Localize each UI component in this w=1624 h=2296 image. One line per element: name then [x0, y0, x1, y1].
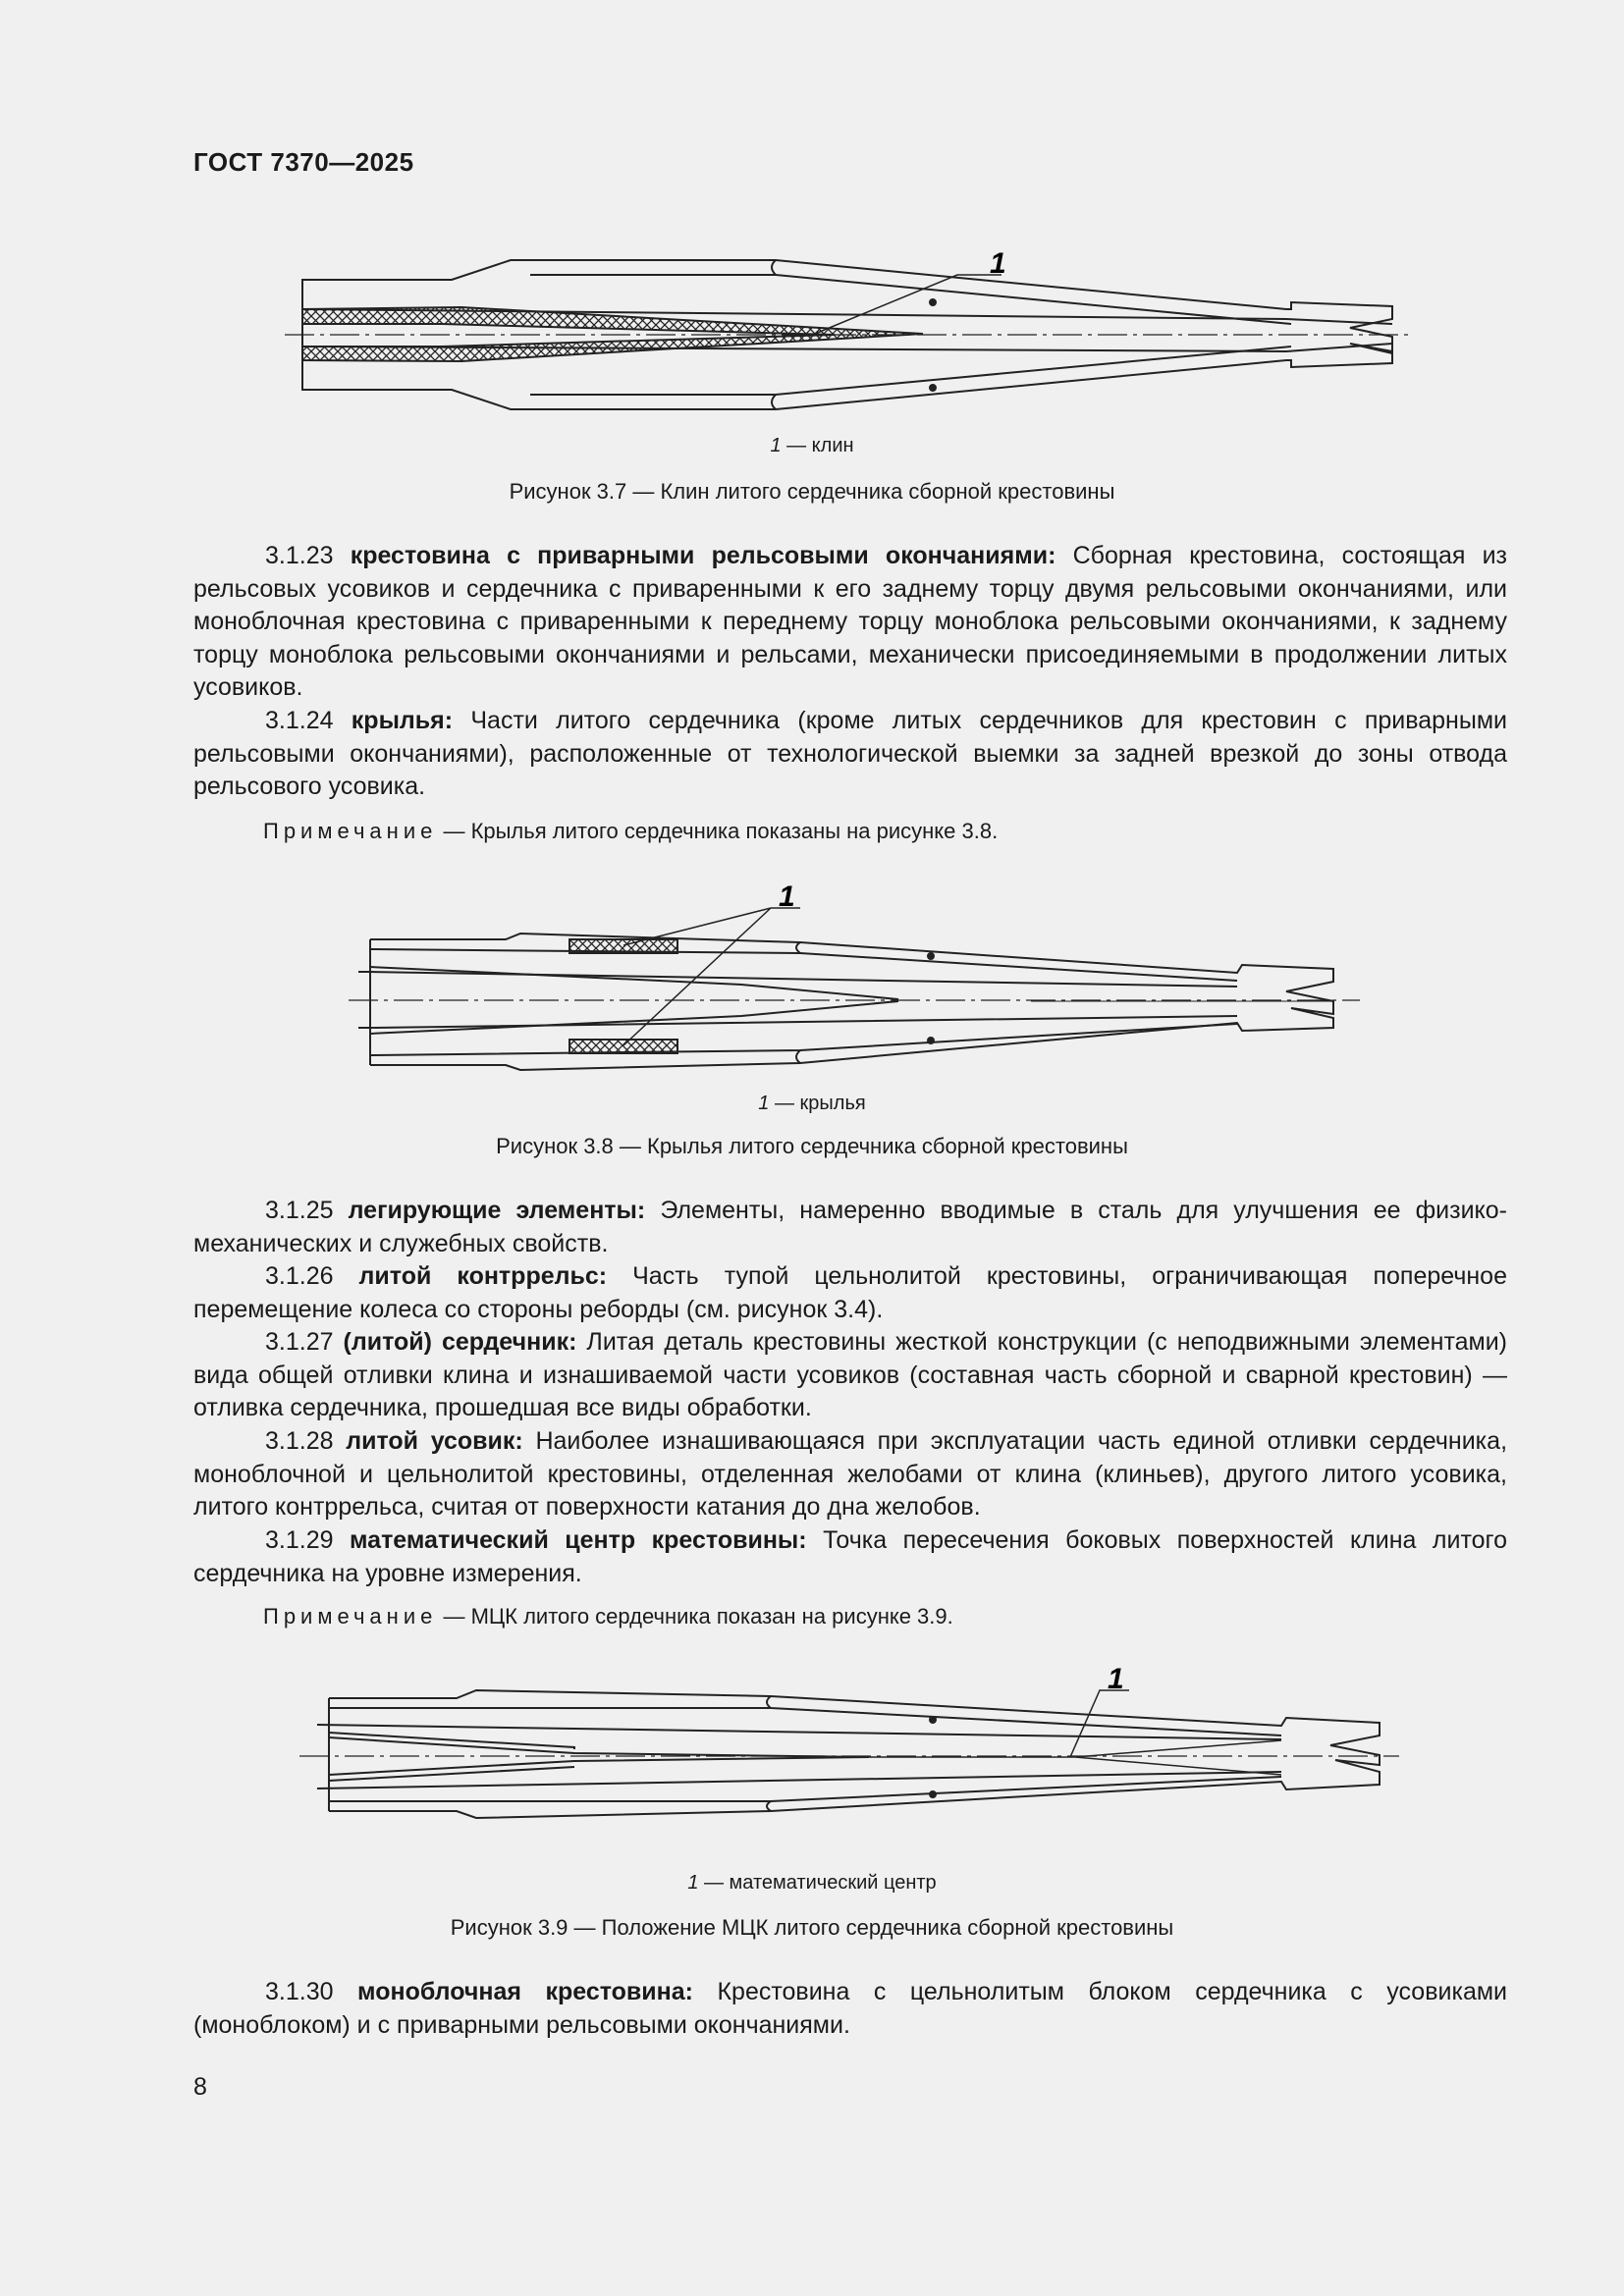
- definition-3-1-29: 3.1.29 математический центр крестовины: Точка пересечения боковых поверхностей клина литого сердечника на уровне измерения.: [193, 1526, 1507, 1587]
- figure-3-8-drawing: [349, 869, 1380, 1075]
- figure-3-7-callout: 1: [990, 247, 1006, 280]
- figure-3-8-caption: Рисунок 3.8 — Крылья литого сердечника сборной крестовины: [496, 1134, 1128, 1158]
- definition-3-1-27: 3.1.27 (литой) сердечник: Литая деталь крестовины жесткой конструкции (с неподвижными элементами) вида общей отливки клина и изнашиваемой части усовиков (составная часть сборной и сварной крестовин) — отливка сердечника, прошедшая все виды обработки.: [193, 1328, 1508, 1421]
- note-figure-3-8: Примечание — Крылья литого сердечника показаны на рисунке 3.8.: [263, 819, 999, 843]
- definition-3-1-24: 3.1.24 крылья: Части литого сердечника (кроме литых сердечников для крестовин с приварными рельсовыми окончаниями), расположенные от технологической выемки за задней врезкой до зоны отвода рельсового усовика.: [193, 707, 1507, 800]
- definition-3-1-23: 3.1.23 крестовина с приварными рельсовыми окончаниями: Сборная крестовина, состоящая из рельсовых усовиков и сердечника с приваренными к его заднему торцу двумя рельсовыми окончаниями, или моноблочная крестовина с приваренными к переднему торцу моноблока рельсовыми окончаниями, к заднему торцу моноблока рельсовыми окончаниями и рельсами, механически присоединяемыми в продолжении литых усовиков.: [193, 542, 1507, 701]
- definition-3-1-30: 3.1.30 моноблочная крестовина: Крестовина с цельнолитым блоком сердечника с усовиками (моноблоком) и с приварными рельсовыми окончаниями.: [193, 1978, 1508, 2039]
- figure-3-8-callout: 1: [779, 881, 795, 913]
- page-number: 8: [193, 2073, 207, 2101]
- definition-3-1-25: 3.1.25 легирующие элементы: Элементы, намеренно вводимые в сталь для улучшения ее физико-механических и служебных свойств.: [193, 1197, 1507, 1257]
- figure-3-9-drawing: [299, 1659, 1409, 1855]
- figure-3-7-legend: 1 — клин: [770, 435, 854, 456]
- figure-3-9-legend: 1 — математический центр: [687, 1872, 937, 1894]
- figure-3-9-caption: Рисунок 3.9 — Положение МЦК литого сердечника сборной крестовины: [450, 1915, 1174, 1940]
- note-figure-3-9: Примечание — МЦК литого сердечника показан на рисунке 3.9.: [263, 1604, 953, 1629]
- definition-3-1-26: 3.1.26 литой контррельс: Часть тупой цельнолитой крестовины, ограничивающая поперечное перемещение колеса со стороны реборды (см. рисунок 3.4).: [193, 1262, 1507, 1323]
- figure-3-8-legend: 1 — крылья: [758, 1093, 866, 1114]
- figure-3-9-callout: 1: [1108, 1663, 1124, 1695]
- figure-3-7-caption: Рисунок 3.7 — Клин литого сердечника сборной крестовины: [509, 479, 1115, 504]
- definition-3-1-28: 3.1.28 литой усовик: Наиболее изнашивающаяся при эксплуатации часть единой отливки сердечника, моноблочной и цельнолитой крестовины, отделенная желобами от клина (клиньев), другого литого усовика, литого контррельса, считая от поверхности катания до дна желобов.: [193, 1427, 1508, 1521]
- document-header: ГОСТ 7370—2025: [193, 147, 414, 177]
- figure-3-7-drawing: [285, 245, 1424, 427]
